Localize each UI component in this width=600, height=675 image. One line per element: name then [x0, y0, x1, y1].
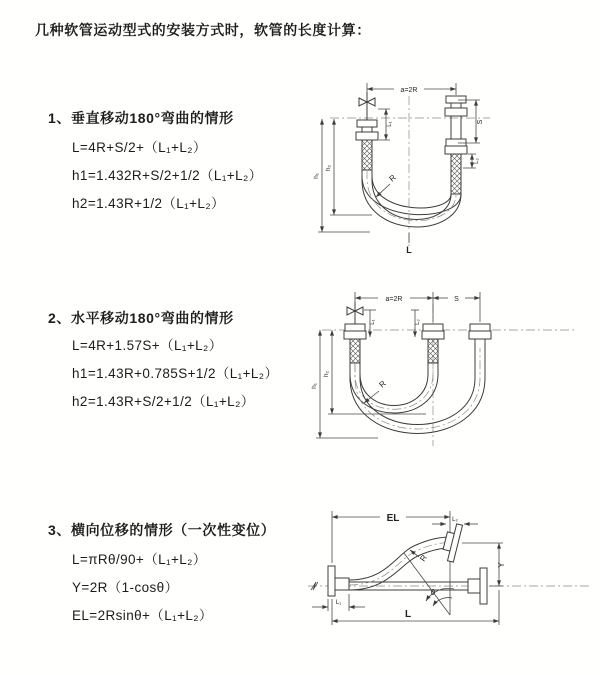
formula-line: h1=1.43R+0.785S+1/2（L₁+L₂） — [72, 366, 279, 381]
l2-label: L₂ — [415, 319, 421, 325]
dimension-h1 — [311, 330, 378, 438]
l-label: L — [406, 245, 412, 255]
dimension-l2 — [463, 154, 480, 168]
span-label: a=2R — [385, 296, 403, 303]
right-fitting — [445, 96, 467, 194]
dimension-span — [367, 83, 456, 95]
moved-flange — [441, 522, 463, 562]
section-3-heading: 3、横向位移的情形（一次性变位） — [48, 522, 276, 538]
y-label: Y — [497, 562, 506, 568]
formula-line: L=πRθ/90+（L₁+L₂） — [72, 552, 207, 567]
span-label: a=2R — [400, 87, 418, 94]
r-label: R — [418, 553, 429, 564]
middle-fitting — [422, 324, 444, 363]
theta-label: θ — [430, 588, 436, 597]
dimension-l1 — [312, 594, 365, 611]
left-fitting — [344, 324, 366, 363]
right-fitting — [469, 324, 491, 348]
valve-icon — [359, 92, 375, 120]
h1-label: h₁ — [313, 173, 320, 179]
l-label: L — [404, 609, 412, 620]
r-label: R — [377, 378, 388, 390]
dimension-l2 — [432, 517, 478, 524]
el-label: EL — [386, 513, 400, 524]
formula-line: h2=1.43R+1/2（L₁+L₂） — [72, 196, 225, 211]
formula-line: h2=1.43R+S/2+1/2（L₁+L₂） — [72, 394, 255, 409]
formula-line: L=4R+S/2+（L₁+L₂） — [72, 140, 207, 155]
dimension-l1 — [378, 109, 393, 140]
dimension-h2 — [323, 330, 426, 414]
l1-label: L₁ — [387, 121, 393, 127]
formula-line: EL=2Rsinθ+（L₁+L₂） — [72, 608, 213, 623]
dimension-l — [332, 599, 499, 625]
l2-label: L₂ — [474, 158, 480, 164]
dimension-l2 — [411, 310, 421, 337]
dimension-s — [433, 296, 480, 303]
formula-line: Y=2R（1-cosθ） — [72, 580, 179, 595]
valve-icon — [347, 302, 363, 324]
l2-label: L₂ — [452, 517, 458, 523]
r-label: R — [387, 172, 398, 184]
left-flange — [328, 566, 349, 596]
radius-callout — [410, 550, 429, 563]
section-1-heading: 1、垂直移动180°弯曲的情形 — [48, 110, 234, 126]
hose-curves — [362, 170, 461, 227]
dimension-el — [332, 511, 450, 615]
section-2-heading: 2、水平移动180°弯曲的情形 — [48, 310, 234, 326]
angle-theta — [404, 553, 454, 615]
formula-line: L=4R+1.57S+（L₁+L₂） — [72, 338, 223, 353]
radius-callout — [364, 379, 388, 403]
s-label: S — [477, 119, 484, 125]
s-label: S — [454, 296, 459, 303]
diagram-horizontal-180-bend — [308, 286, 600, 461]
l1-label: L₁ — [370, 319, 376, 325]
formula-line: h1=1.432R+S/2+1/2（L₁+L₂） — [72, 168, 263, 183]
diagram-vertical-180-bend — [312, 76, 532, 256]
page-title: 几种软管运动型式的安装方式时，软管的长度计算： — [35, 22, 371, 38]
hose-curved-position — [349, 522, 463, 590]
dimension-span — [355, 292, 480, 325]
hose-curves — [350, 348, 485, 434]
diagram-lateral-displacement — [300, 503, 600, 643]
h1-label: h₁ — [311, 383, 318, 389]
dimension-s — [458, 100, 484, 143]
h2-label: h₂ — [325, 164, 332, 172]
left-fitting — [356, 120, 378, 170]
h2-label: h₂ — [323, 370, 330, 378]
l1-label: L₁ — [335, 600, 342, 606]
